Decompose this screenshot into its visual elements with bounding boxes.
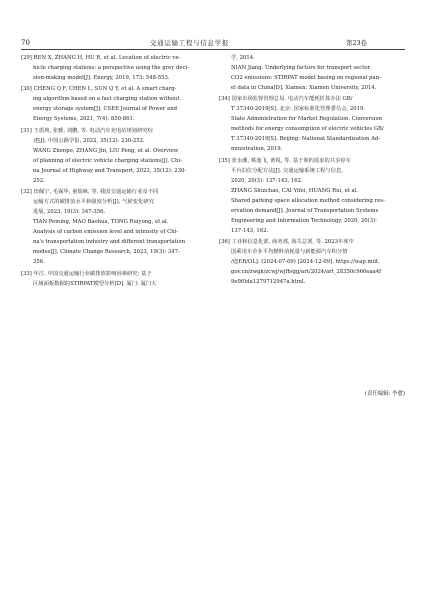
reference-line: Engineering and Information Technology, 2020, 20(3): (231, 217, 377, 224)
reference-line: 区域面板数据的STIRPAT模型分析[D]. 厦门: 厦门大 (33, 280, 157, 287)
reference-line: 356. (33, 259, 45, 266)
page-number: 70 (21, 39, 30, 47)
reference-entry (219, 237, 405, 287)
reference-line: ministration, 2019. (231, 146, 283, 153)
reference-line: el data in China[D]. Xiamen: Xiamen University, 2014. (231, 85, 377, 91)
reference-line: 运输方式的碳排放水平和强度分析[J]. 气候变化研究 (33, 199, 154, 206)
volume-label: 第23卷 (346, 39, 367, 47)
reference-line: na Journal of Highway and Transport, 2022, 35(12): 230- (33, 167, 187, 174)
reference-line: [32] 田佩宁, 毛保华, 童瑞咏, 等. 我国交通运输行业及不同 (21, 189, 159, 196)
references-left-column (21, 53, 207, 290)
reference-line: energy storage system[J]. CSEE Journal of Power and (33, 106, 178, 113)
reference-line: [29] REN X, ZHANG H, HU R, et al. Location of electric ve- (21, 55, 181, 61)
reference-line: [30] CHENG Q F, CHEN L, SUN Q Y, et al. A smart charg- (21, 86, 177, 93)
reference-entry (219, 53, 405, 93)
reference-line: [31] 王震坡, 张雅, 刘鹏, 等. 电动汽车充电站规划研究综 (21, 127, 153, 134)
reference-entry (21, 187, 207, 267)
reference-line: [35] 张水潮, 蔡逸飞, 黄锐, 等. 基于预约需求的共享停车 (219, 157, 351, 164)
reference-entry (21, 53, 207, 83)
reference-entry (21, 269, 207, 289)
reference-line: 平台泊位分配方法[J]. 交通运输系统工程与信息, (231, 167, 343, 174)
reference-line: CO2 emissions: STIRPAT model basing on regional pan- (231, 75, 381, 81)
reference-line: T 37340-2019[S]. Beijing: National Standardization Ad- (231, 136, 381, 143)
reference-line: TIAN Peining, MAO Baohua, TONG Ruiyong, et al. (33, 219, 169, 226)
reference-entry (219, 156, 405, 236)
reference-line: ervation demand[J]. Journal of Transportation Systems (231, 207, 379, 214)
journal-title: 交通运输工程与信息学报 (150, 39, 230, 47)
reference-line: NIAN Jiang. Underlying factors for transport sector (231, 65, 371, 71)
header-rule (21, 49, 405, 50)
reference-line: T 37340-2019[S]. 北京: 国家标准化管理委员会, 2019. (231, 106, 366, 113)
reference-line: 9e9f0da1279712947a.html. (231, 279, 306, 286)
reference-line: 况[EB/OL]. (2024-07-09) [2024-12-09]. https://wap.miit. (231, 259, 380, 266)
reference-line: Shared parking space allocation method considering res- (231, 197, 385, 204)
reference-line: 252. (33, 177, 45, 184)
reference-line: 2020, 20(3): 137-143, 162. (231, 177, 303, 184)
reference-line: modes[J]. Climate Change Research, 2023, 19(3): 347- (33, 249, 180, 256)
reference-line: 137-143, 162. (231, 227, 269, 234)
reference-line: hicle charging stations: a perspective using the grey deci- (33, 65, 189, 71)
reference-line: 学, 2014. (231, 55, 255, 61)
reference-line: ZHANG Shuichao, CAI Yifei, HUANG Rui, et al. (231, 187, 359, 194)
reference-line: [36] 工业和信息化部, 商务部, 海关总署, 等. 2023年度中 (219, 239, 354, 246)
reference-line: WANG Zhenpo, ZHANG Jin, LIU Peng, et al. Overview (33, 147, 179, 154)
reference-entry (21, 126, 207, 186)
responsible-editor: (责任编辑: 李愈) (364, 391, 405, 397)
reference-line: 述[J]. 中国公路学报, 2022, 35(12): 230-252. (33, 137, 145, 144)
reference-line: of planning of electric vehicle charging stations[J]. Chi- (33, 157, 182, 164)
reference-line: gov.cn/zwgk/zcwj/wjfb/gg/art/2024/art_28350c966eaa4f (231, 269, 382, 276)
reference-entry (219, 94, 405, 154)
reference-line: methods for energy consumption of electric vehicles GB/ (231, 126, 384, 133)
reference-line: 进展, 2023, 19(3): 347-356. (33, 209, 106, 216)
reference-line: [34] 国家市场监督管理总局. 电动汽车能耗折算办法 GB/ (219, 96, 353, 103)
reference-line: 国乘用车企业平均燃料消耗量与新能源汽车积分情 (231, 249, 348, 256)
reference-line: Energy Systems, 2021, 7(4): 850-861. (33, 116, 135, 123)
reference-line: ing algorithm based on a fast charging station without (33, 96, 180, 103)
reference-line: Analysis of carbon emission level and intensity of Chi- (33, 229, 179, 236)
reference-line: [33] 年江. 中国交通运输行业碳排放影响因素研究: 基于 (21, 270, 152, 277)
reference-line: State Administration for Market Regulation. Conversion (231, 116, 383, 123)
running-header (0, 0, 427, 47)
references-right-column (219, 53, 405, 289)
reference-entry (21, 84, 207, 124)
reference-line: na's transportation industry and different transportation (33, 239, 186, 246)
reference-line: sion-making model[J]. Energy, 2019, 173: 548-553. (33, 75, 170, 81)
